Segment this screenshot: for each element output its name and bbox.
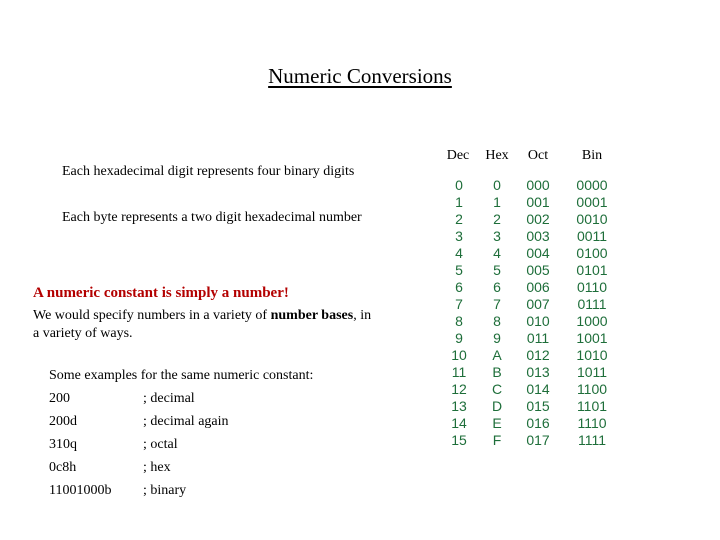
table-cell: 8	[455, 313, 463, 329]
header-dec: Dec	[446, 148, 470, 163]
table-cell: 5	[455, 262, 463, 278]
example-row	[49, 481, 313, 504]
header-hex: Hex	[485, 148, 509, 163]
example-comment: ; decimal again	[143, 414, 229, 429]
table-cell: 0000	[576, 177, 608, 193]
example-comment: ; octal	[143, 437, 178, 452]
table-cell: 3	[493, 228, 501, 244]
table-cell: F	[492, 432, 502, 448]
table-cell: 0101	[576, 262, 608, 278]
table-cell: E	[492, 415, 502, 431]
table-cell: 1100	[576, 381, 608, 397]
table-cell: 1111	[577, 432, 607, 448]
bin-column	[562, 177, 622, 449]
example-value: 0c8h	[49, 460, 77, 475]
table-cell: 1110	[577, 415, 607, 431]
table-cell: 1010	[576, 347, 608, 363]
example-row	[49, 412, 313, 435]
table-cell: 002	[526, 211, 550, 227]
table-cell: 1001	[576, 330, 608, 346]
table-cell: 9	[493, 330, 501, 346]
table-cell: 001	[526, 194, 550, 210]
examples-intro: Some examples for the same numeric constant:	[49, 368, 314, 383]
table-cell: 6	[493, 279, 501, 295]
table-cell: 014	[526, 381, 550, 397]
table-cell: 2	[493, 211, 501, 227]
header-oct: Oct	[527, 148, 549, 163]
table-cell: 0011	[576, 228, 608, 244]
example-comment: ; hex	[143, 460, 171, 475]
example-row	[49, 435, 313, 458]
table-cell: 017	[526, 432, 550, 448]
table-cell: 5	[493, 262, 501, 278]
table-cell: 6	[455, 279, 463, 295]
table-cell: 011	[526, 330, 550, 346]
table-cell: 007	[526, 296, 550, 312]
table-cell: 012	[526, 347, 550, 363]
table-cell: 13	[451, 398, 467, 414]
table-cell: 7	[493, 296, 501, 312]
example-row	[49, 389, 313, 412]
table-cell: 0	[455, 177, 463, 193]
table-cell: 1	[493, 194, 501, 210]
example-value: 11001000b	[49, 483, 112, 498]
table-cell: 2	[455, 211, 463, 227]
table-cell: C	[491, 381, 503, 397]
table-cell: 15	[451, 432, 467, 448]
table-cell: 9	[455, 330, 463, 346]
example-value: 200d	[49, 414, 77, 429]
table-cell: A	[492, 347, 502, 363]
table-cell: 005	[526, 262, 550, 278]
hex-digit-note: Each hexadecimal digit represents four binary digits	[62, 164, 355, 179]
table-cell: 11	[451, 364, 467, 380]
table-cell: 1000	[576, 313, 608, 329]
byte-note: Each byte represents a two digit hexadecimal number	[62, 210, 362, 225]
table-cell: 8	[493, 313, 501, 329]
table-cell: 12	[451, 381, 467, 397]
table-cell: 003	[526, 228, 550, 244]
example-value: 200	[49, 391, 70, 406]
table-cell: D	[491, 398, 503, 414]
table-cell: 4	[455, 245, 463, 261]
table-cell: 0	[493, 177, 501, 193]
table-cell: 000	[526, 177, 550, 193]
table-cell: 013	[526, 364, 550, 380]
table-cell: B	[492, 364, 502, 380]
table-cell: 010	[526, 313, 550, 329]
header-bin: Bin	[581, 148, 603, 163]
example-comment: ; decimal	[143, 391, 195, 406]
example-row	[49, 458, 313, 481]
numeric-constant-heading: A numeric constant is simply a number!	[33, 285, 289, 301]
paragraph-line-2: a variety of ways.	[33, 326, 133, 341]
paragraph-text-end: , in	[353, 308, 372, 323]
table-cell: 3	[455, 228, 463, 244]
table-cell: 0111	[577, 296, 607, 312]
table-cell: 7	[455, 296, 463, 312]
examples-block	[49, 366, 313, 504]
paragraph-text-start: We would specify numbers in a variety of	[33, 308, 271, 323]
table-cell: 1	[455, 194, 463, 210]
example-value: 310q	[49, 437, 77, 452]
page-title: Numeric Conversions	[268, 64, 452, 88]
number-bases-term: number bases	[270, 308, 354, 323]
table-cell: 10	[451, 347, 467, 363]
table-cell: 015	[526, 398, 550, 414]
oct-column	[508, 177, 568, 449]
table-cell: 006	[526, 279, 550, 295]
table-cell: 0010	[576, 211, 608, 227]
table-cell: 14	[451, 415, 467, 431]
table-cell: 0001	[576, 194, 608, 210]
number-bases-paragraph	[33, 306, 371, 326]
table-cell: 016	[526, 415, 550, 431]
table-cell: 0110	[576, 279, 608, 295]
table-cell: 4	[493, 245, 501, 261]
table-cell: 0100	[576, 245, 608, 261]
example-comment: ; binary	[143, 483, 187, 498]
table-cell: 1011	[576, 364, 608, 380]
table-cell: 004	[526, 245, 550, 261]
table-cell: 1101	[576, 398, 608, 414]
